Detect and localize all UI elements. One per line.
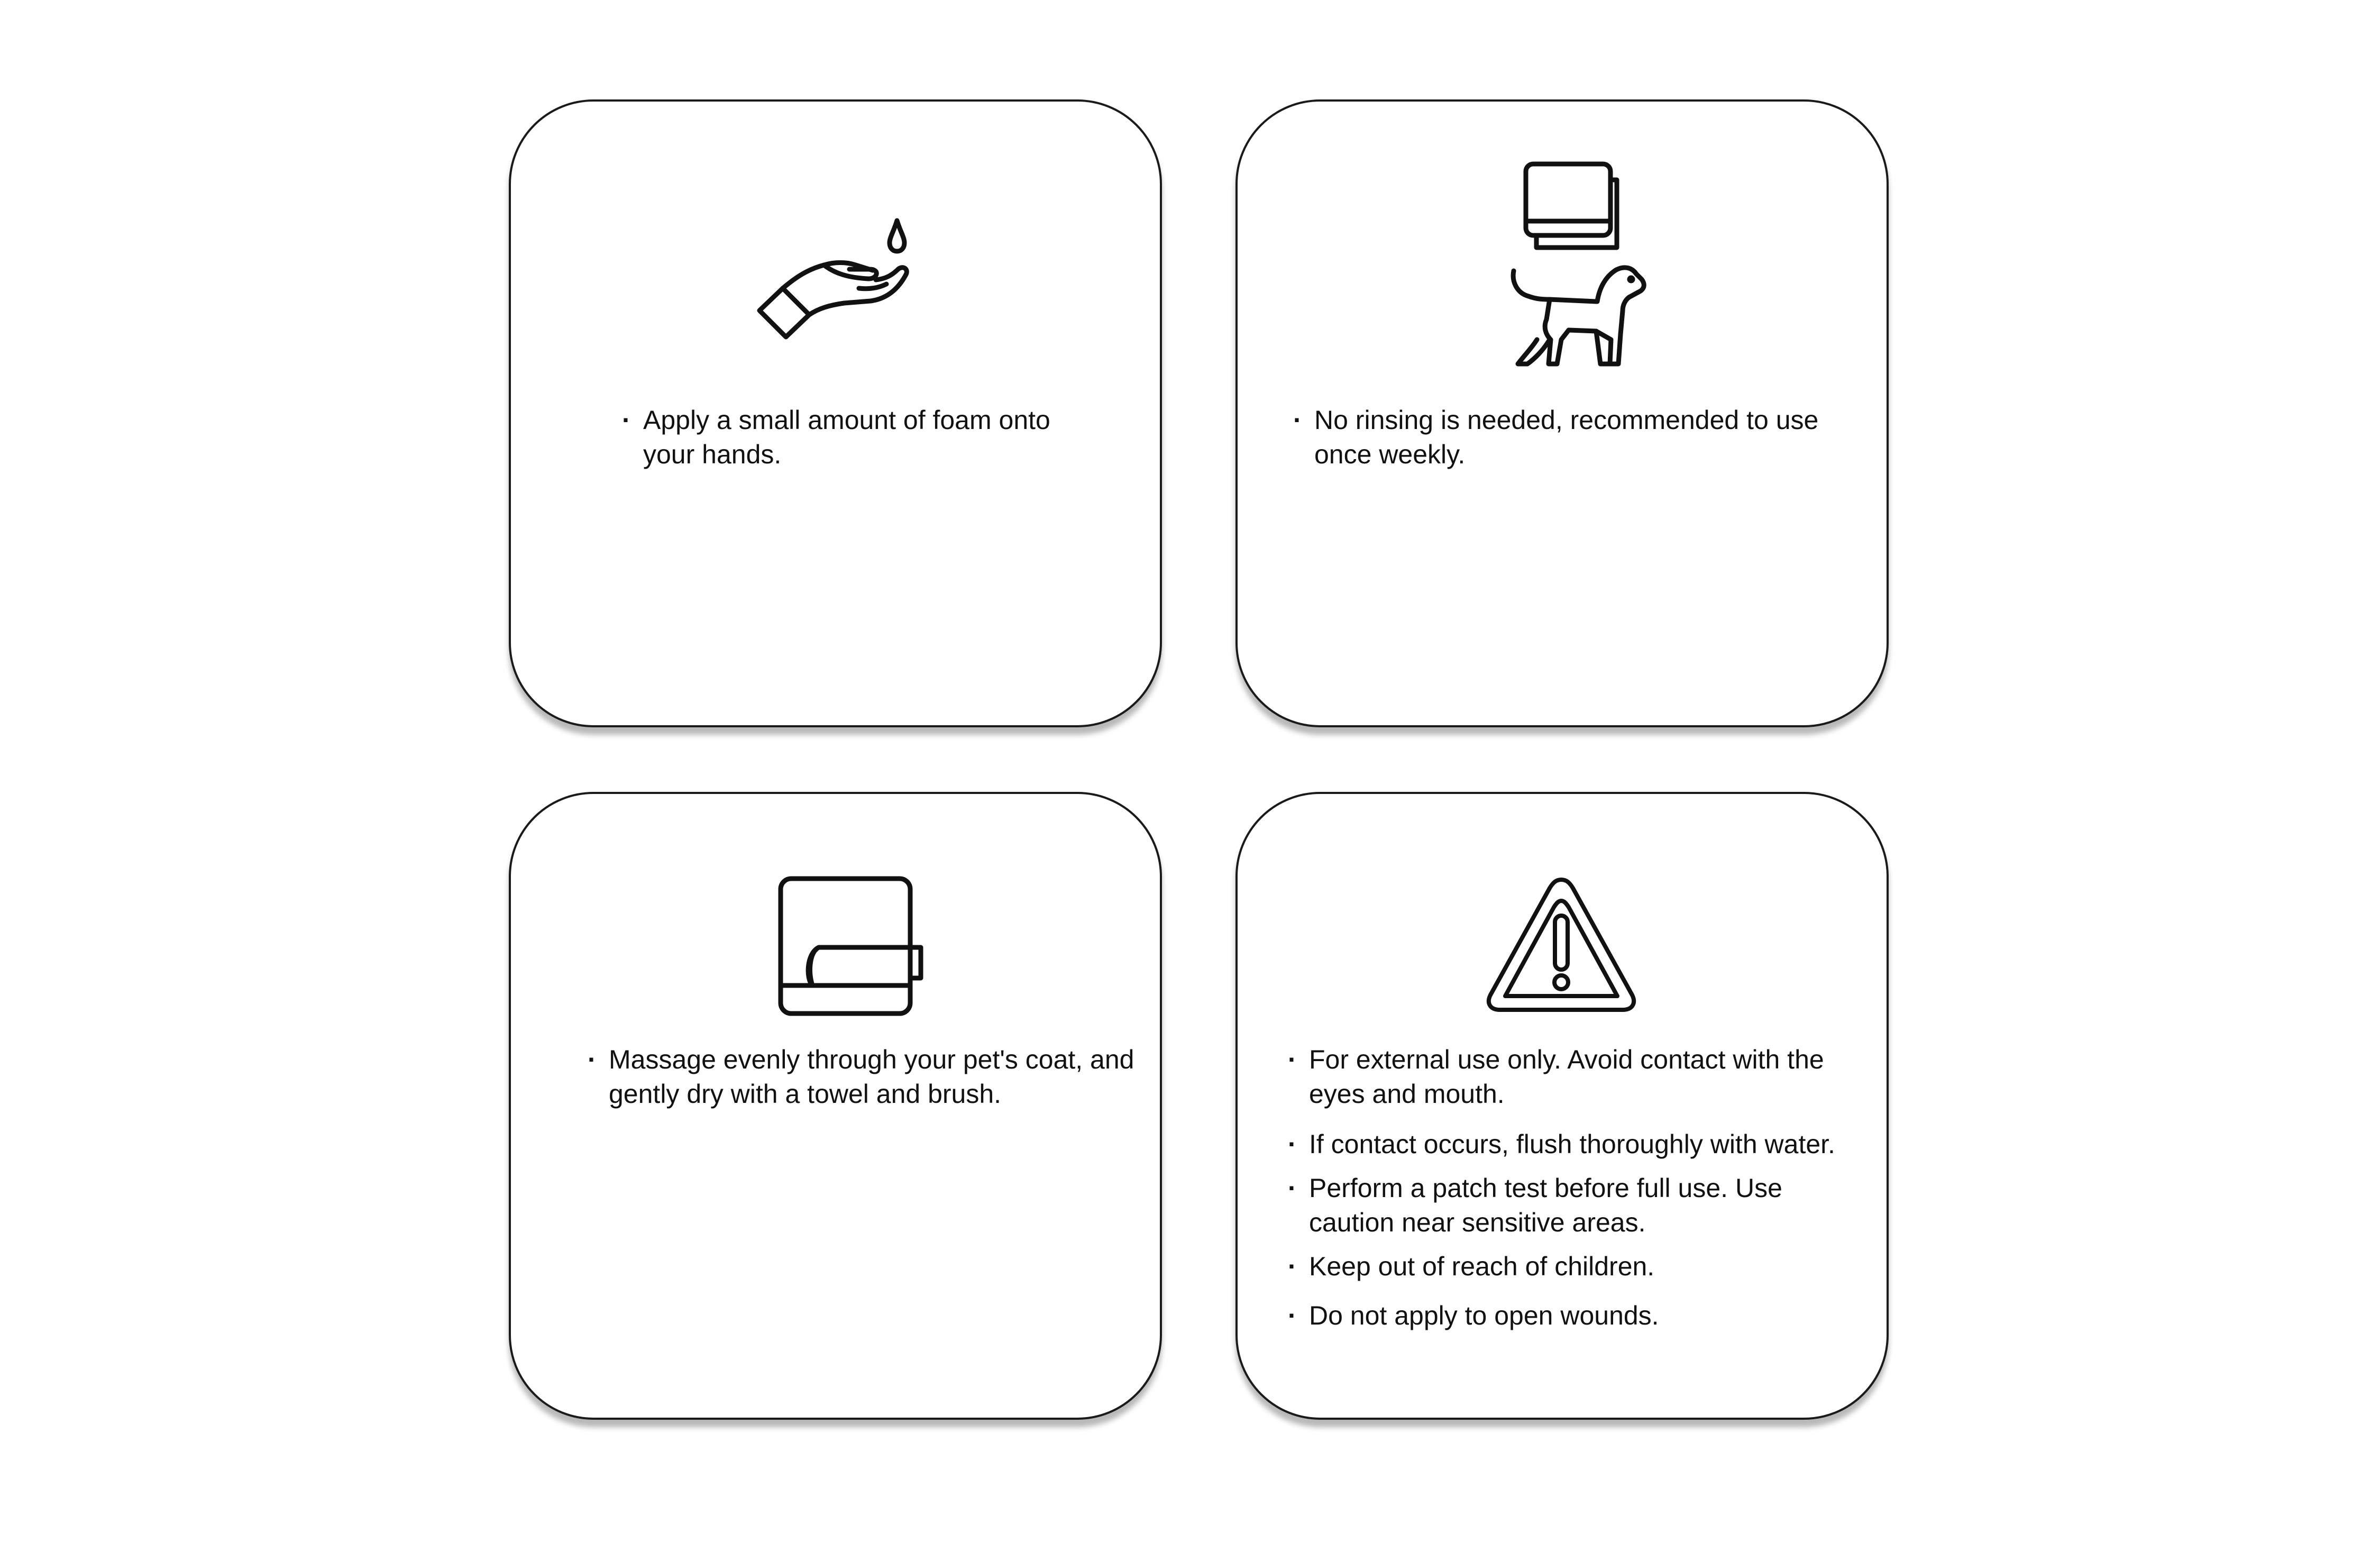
instruction-item: · Apply a small amount of foam onto your hands.	[622, 403, 1087, 472]
instruction-card-no-rinse	[1235, 99, 1889, 727]
warning-item: · Do not apply to open wounds.	[1288, 1299, 1870, 1333]
dog-icon	[1506, 260, 1649, 371]
warning-item: · Perform a patch test before full use. Use caution near sensitive areas.	[1288, 1171, 1870, 1240]
warning-item: · For external use only. Avoid contact with the eyes and mouth.	[1288, 1043, 1870, 1111]
towel-icon	[775, 873, 929, 1016]
hand-with-drop-icon	[755, 210, 919, 353]
instruction-item: · No rinsing is needed, recommended to use once weekly.	[1293, 403, 1864, 472]
warning-item: · Keep out of reach of children.	[1288, 1249, 1870, 1284]
warning-triangle-icon	[1482, 873, 1641, 1016]
instruction-list	[588, 1043, 1143, 1111]
towel-stack-icon	[1521, 159, 1621, 254]
instruction-card-apply-foam	[509, 99, 1162, 727]
instruction-item: · Massage evenly through your pet's coat, and gently dry with a towel and brush.	[588, 1043, 1143, 1111]
instruction-card-massage	[509, 792, 1162, 1420]
warning-list	[1288, 1043, 1870, 1333]
instruction-list	[622, 403, 1087, 472]
instruction-list	[1293, 403, 1864, 472]
instruction-card-warnings	[1235, 792, 1889, 1420]
warning-item: · If contact occurs, flush thoroughly with water.	[1288, 1127, 1870, 1162]
